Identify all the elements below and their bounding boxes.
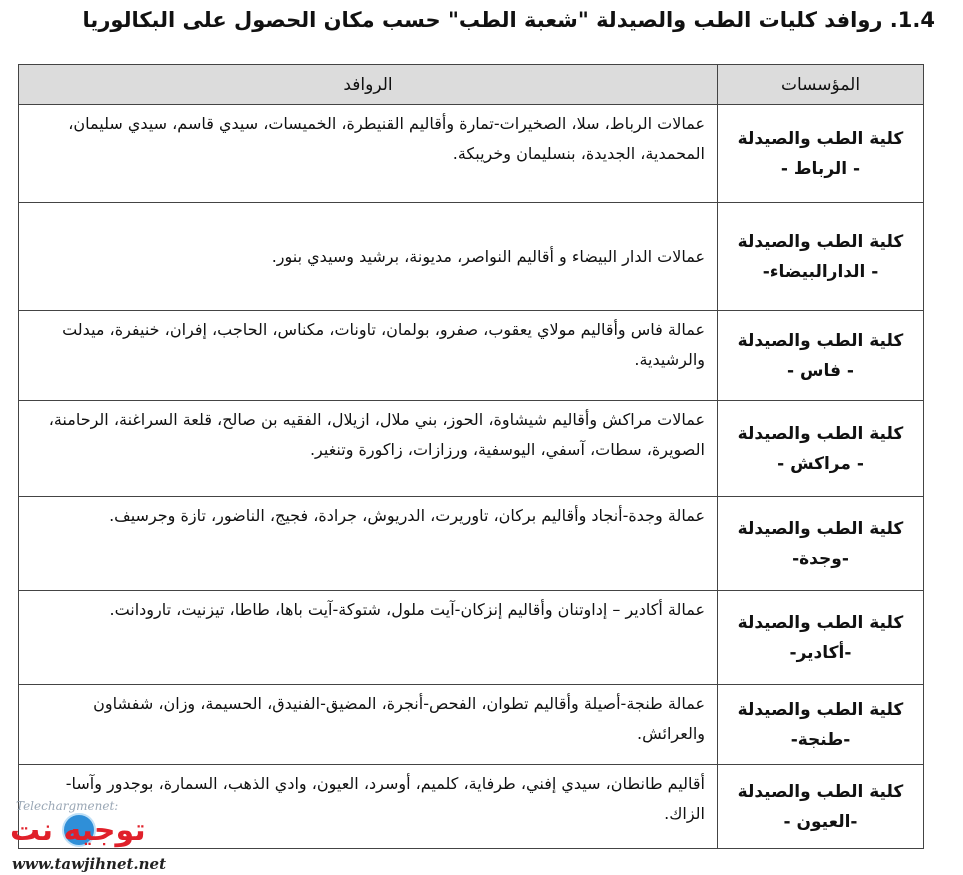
watermark-url: www.tawjihnet.net: [12, 855, 167, 873]
institution-city: - الدارالبيضاء-: [762, 261, 879, 282]
institution-name: كلية الطب والصيدلة: [737, 423, 904, 444]
table-row: [19, 311, 924, 401]
table-row: [19, 105, 924, 203]
regions-cell: عمالة أكادير – إداوتنان وأقاليم إنزكان-آيت ملول، شتوكة-آيت باها، طاطا، تيزنيت، تارودانت.: [19, 591, 718, 685]
table-row: [19, 591, 924, 685]
institution-cell: [718, 203, 924, 311]
institution-name: كلية الطب والصيدلة: [737, 518, 904, 539]
table-row: [19, 685, 924, 765]
institution-city: - فاس -: [787, 360, 854, 381]
regions-cell: عمالة فاس وأقاليم مولاي يعقوب، صفرو، بولمان، تاونات، مكناس، الحاجب، إفران، خنيفرة، ميدلت والرشيدية.: [19, 311, 718, 401]
table-row: [19, 401, 924, 497]
institution-cell: [718, 497, 924, 591]
header-regions: الروافد: [19, 65, 718, 105]
header-institutions: المؤسسات: [718, 65, 924, 105]
table-row: [19, 203, 924, 311]
regions-cell: عمالات مراكش وأقاليم شيشاوة، الحوز، بني ملال، ازيلال، الفقيه بن صالح، قلعة السراغنة، الرحامنة، الصويرة، سطات، آسفي، اليوسفية، ورزازات، زاكورة وتنغير.: [19, 401, 718, 497]
institution-name: كلية الطب والصيدلة: [737, 612, 904, 633]
institution-cell: [718, 765, 924, 849]
site-watermark: [10, 797, 190, 875]
table-row: [19, 497, 924, 591]
institution-city: -وجدة-: [792, 548, 849, 569]
regions-cell: عمالات الدار البيضاء و أقاليم النواصر، مديونة، برشيد وسيدي بنور.: [19, 203, 718, 311]
regions-cell: أقاليم طانطان، سيدي إفني، طرفاية، كلميم، أوسرد، العيون، وادي الذهب، السمارة، بوجدور وآسا-الزاك.: [19, 765, 718, 849]
institution-cell: [718, 401, 924, 497]
institution-name: كلية الطب والصيدلة: [737, 699, 904, 720]
faculty-table: [18, 64, 924, 849]
institution-name: كلية الطب والصيدلة: [737, 231, 904, 252]
institution-city: -العيون -: [783, 811, 858, 832]
institution-city: - مراكش -: [777, 453, 864, 474]
institution-cell: [718, 685, 924, 765]
section-title: 1.4. روافد كليات الطب والصيدلة "شعبة الطب" حسب مكان الحصول على البكالوريا: [82, 8, 935, 32]
regions-cell: عمالة طنجة-أصيلة وأقاليم تطوان، الفحص-أنجرة، المضيق-الفنيدق، الحسيمة، وزان، شفشاون والعرائش.: [19, 685, 718, 765]
watermark-logo: توجيه نت: [10, 813, 146, 848]
regions-cell: عمالات الرباط، سلا، الصخيرات-تمارة وأقاليم القنيطرة، الخميسات، سيدي قاسم، سيدي سليمان، المحمدية، الجديدة، بنسليمان وخريبكة.: [19, 105, 718, 203]
institution-cell: [718, 105, 924, 203]
institution-cell: [718, 311, 924, 401]
institution-name: كلية الطب والصيدلة: [737, 330, 904, 351]
watermark-download-label: Telechargmenet:: [16, 799, 119, 813]
table-header-row: [19, 65, 924, 105]
institution-city: -أكادير-: [789, 642, 852, 663]
institution-city: -طنجة-: [790, 729, 851, 750]
institution-city: - الرباط -: [780, 158, 861, 179]
institution-cell: [718, 591, 924, 685]
regions-cell: عمالة وجدة-أنجاد وأقاليم بركان، تاوريرت، الدريوش، جرادة، فجيج، الناضور، تازة وجرسيف.: [19, 497, 718, 591]
institution-name: كلية الطب والصيدلة: [737, 781, 904, 802]
institution-name: كلية الطب والصيدلة: [737, 128, 904, 149]
